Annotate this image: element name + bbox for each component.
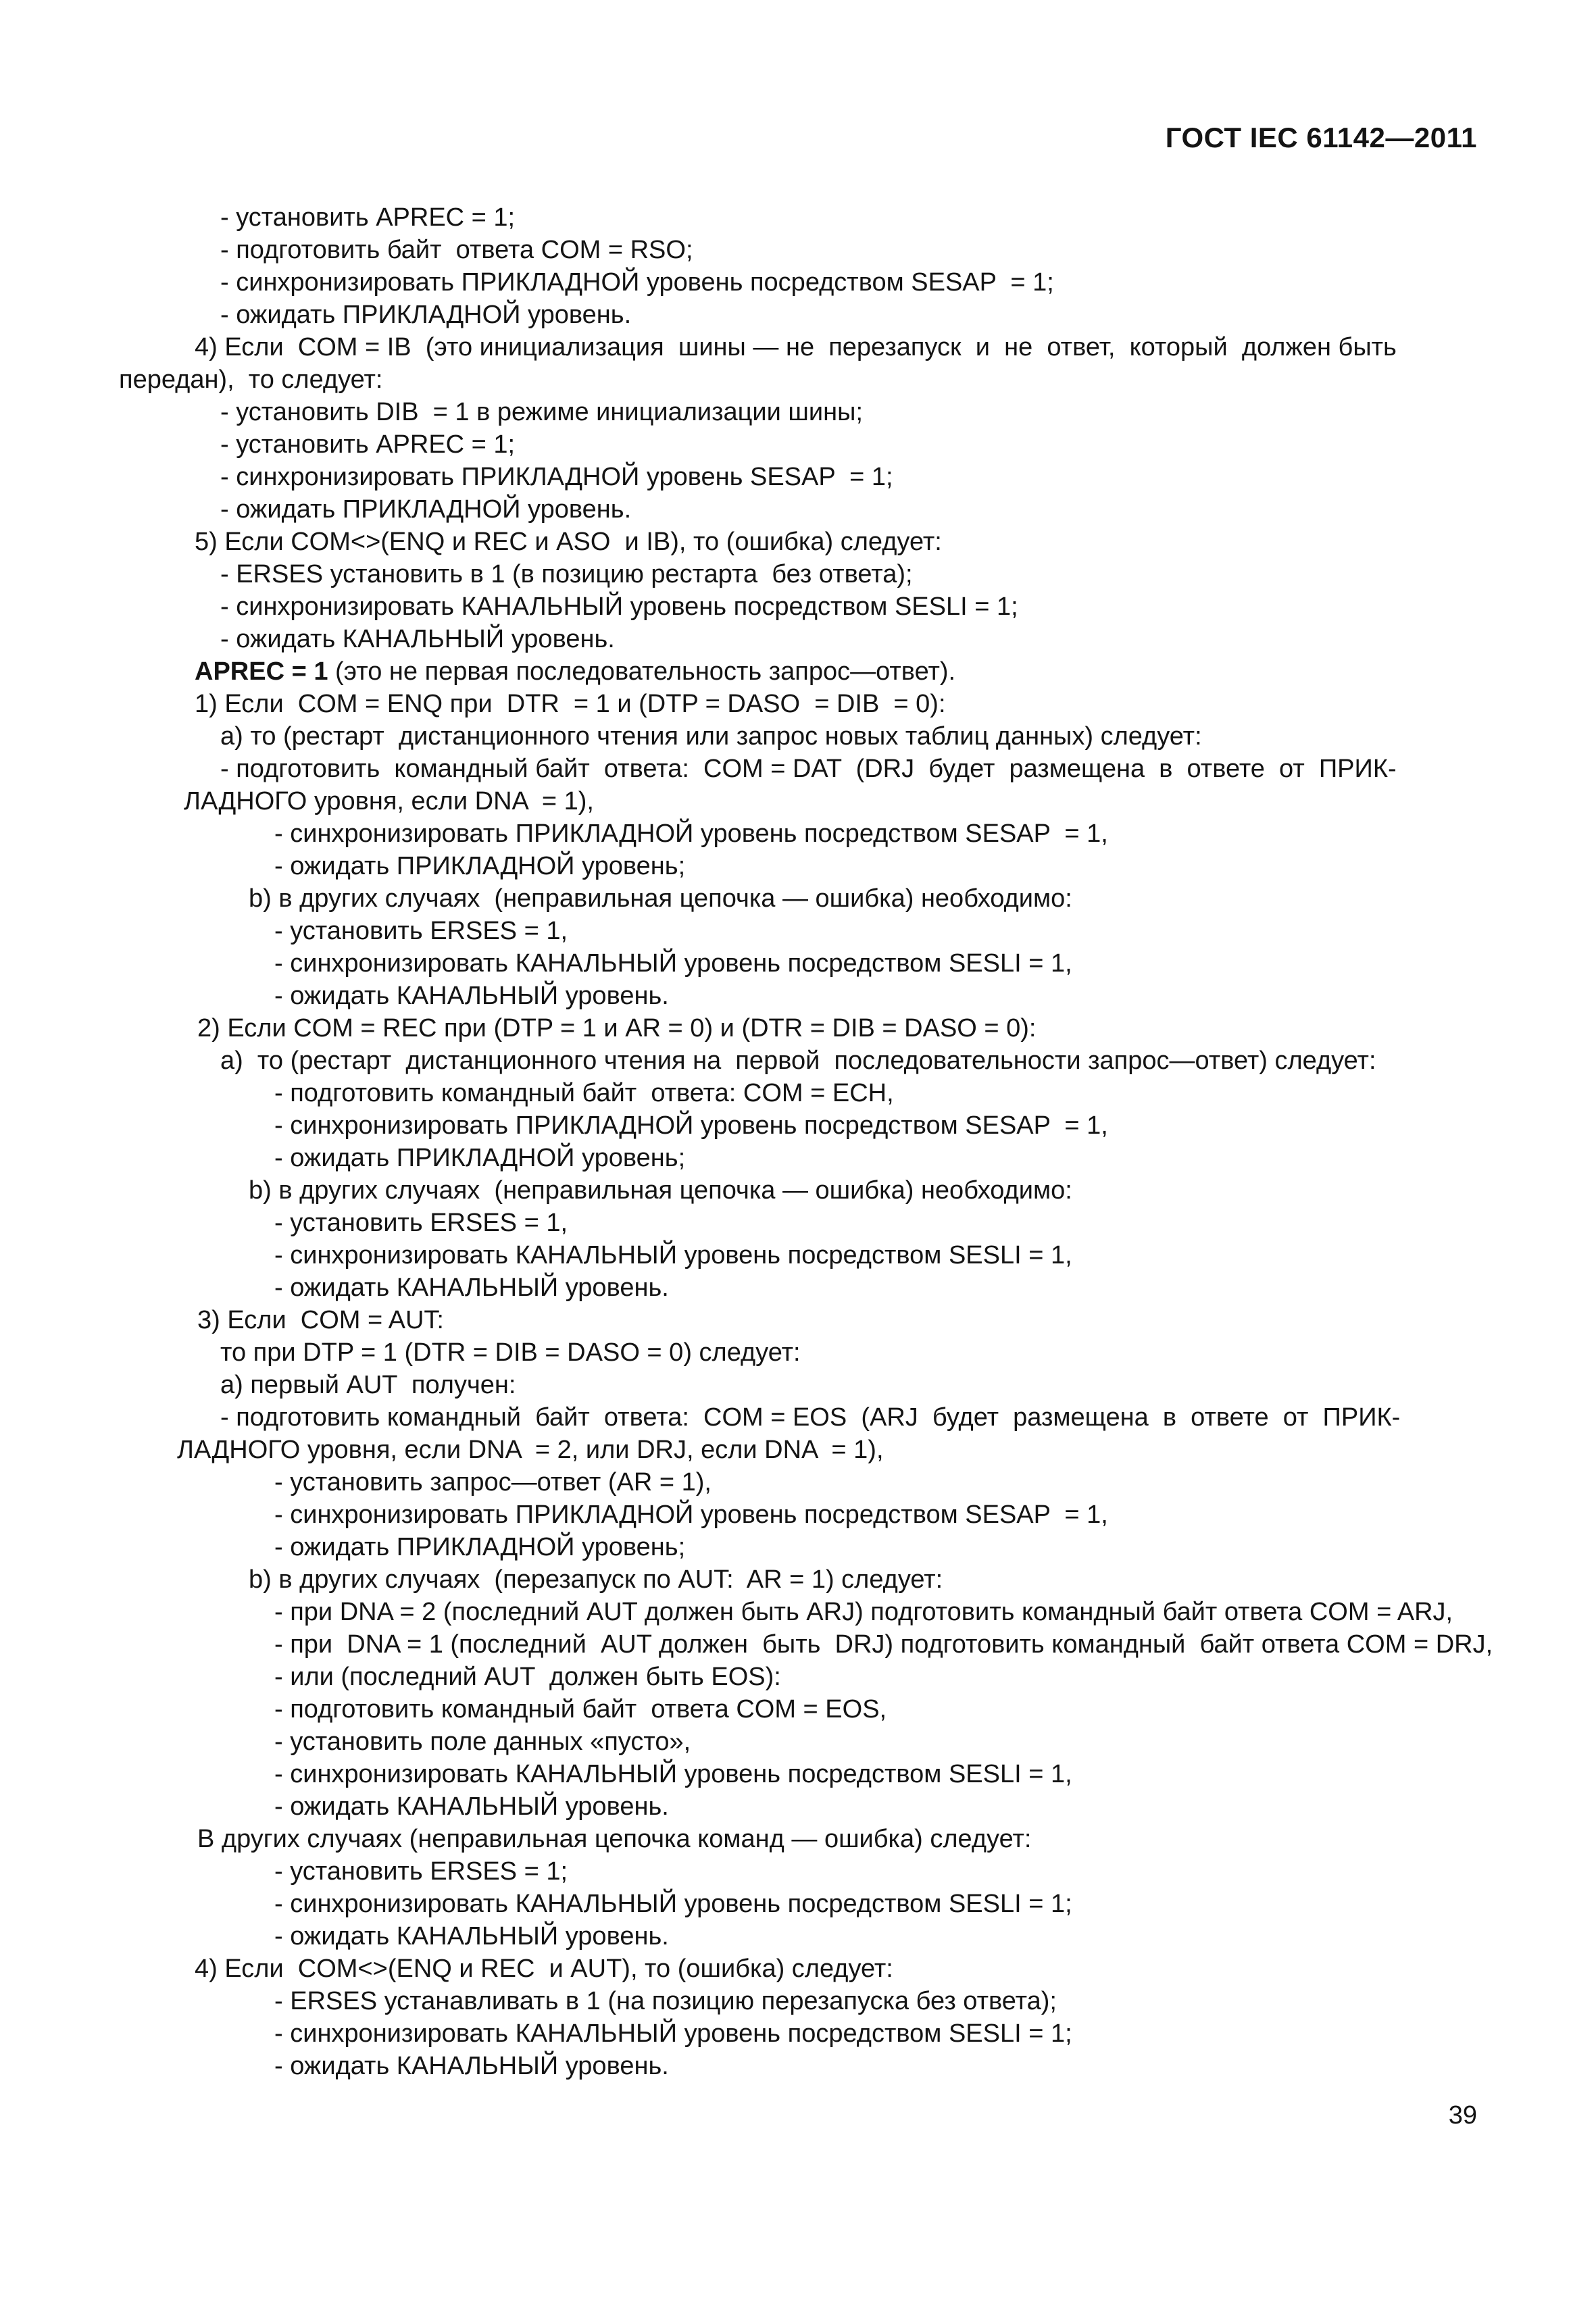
text-line: - при DNA = 2 (последний AUT должен быть ARJ) подготовить командный байт ответа COM = ARJ, xyxy=(274,1598,1453,1626)
text-line: - синхронизировать ПРИКЛАДНОЙ уровень посредством SESAP = 1; xyxy=(220,268,1054,297)
text-line: - установить поле данных «пусто», xyxy=(274,1728,691,1756)
text-line: - ожидать ПРИКЛАДНОЙ уровень; xyxy=(274,1144,686,1172)
text-line xyxy=(119,655,1477,688)
text-line: - синхронизировать ПРИКЛАДНОЙ уровень посредством SESAP = 1, xyxy=(274,1501,1108,1529)
text-line: - установить ERSES = 1; xyxy=(274,1857,568,1886)
text-line: - подготовить командный байт ответа: COM = DAT (DRJ будет размещена в ответе от ПРИК- xyxy=(220,755,1397,783)
text-line: - синхронизировать КАНАЛЬНЫЙ уровень посредством SESLI = 1; xyxy=(220,593,1018,621)
text-line: 3) Если COM = AUT: xyxy=(197,1306,444,1334)
text-line: - ожидать ПРИКЛАДНОЙ уровень. xyxy=(220,301,632,329)
text-line: - подготовить командный байт ответа: COM = ECH, xyxy=(274,1079,894,1107)
text-line: - установить APREC = 1; xyxy=(220,203,516,232)
text-line: - или (последний AUT должен быть EOS): xyxy=(274,1663,781,1691)
text-line: a) первый AUT получен: xyxy=(220,1371,516,1399)
text-line: - при DNA = 1 (последний AUT должен быть DRJ) подготовить командный байт ответа COM = DRJ, xyxy=(274,1630,1493,1659)
text-line: - ERSES устанавливать в 1 (на позицию перезапуска без ответа); xyxy=(274,1987,1057,2015)
text-span: (это не первая последовательность запрос—ответ). xyxy=(328,657,956,686)
text-line: b) в других случаях (неправильная цепочка — ошибка) необходимо: xyxy=(249,1176,1072,1205)
text-line: - ожидать КАНАЛЬНЫЙ уровень. xyxy=(274,982,669,1010)
text-line: - синхронизировать ПРИКЛАДНОЙ уровень посредством SESAP = 1, xyxy=(274,820,1108,848)
text-line: - установить APREC = 1; xyxy=(220,430,516,459)
text-line: ЛАДНОГО уровня, если DNA = 1), xyxy=(184,787,594,815)
text-line: - установить DIB = 1 в режиме инициализации шины; xyxy=(220,398,864,426)
text-line: - установить ERSES = 1, xyxy=(274,1209,568,1237)
page-number: 39 xyxy=(1448,2101,1477,2130)
text-line: - ERSES установить в 1 (в позицию рестарта без ответа); xyxy=(220,560,913,588)
text-line: b) в других случаях (неправильная цепочка — ошибка) необходимо: xyxy=(249,884,1072,913)
document-body xyxy=(119,201,1493,2082)
text-line: a) то (рестарт дистанционного чтения или запрос новых таблиц данных) следует: xyxy=(220,722,1202,751)
text-line: 4) Если COM<>(ENQ и REC и AUT), то (ошибка) следует: xyxy=(195,1955,893,1983)
text-line: - ожидать КАНАЛЬНЫЙ уровень. xyxy=(274,1922,669,1951)
text-line: - синхронизировать КАНАЛЬНЫЙ уровень посредством SESLI = 1; xyxy=(274,2019,1072,2048)
text-line: 5) Если COM<>(ENQ и REC и ASO и IB), то (ошибка) следует: xyxy=(195,528,942,556)
text-line: - подготовить байт ответа COM = RSO; xyxy=(220,236,693,264)
text-line: - ожидать КАНАЛЬНЫЙ уровень. xyxy=(274,1274,669,1302)
text-line: передан), то следует: xyxy=(119,366,383,394)
text-line: b) в других случаях (перезапуск по AUT: AR = 1) следует: xyxy=(249,1565,943,1594)
text-line: - установить ERSES = 1, xyxy=(274,917,568,945)
text-line: В других случаях (неправильная цепочка команд — ошибка) следует: xyxy=(197,1825,1032,1853)
text-line: 4) Если COM = IB (это инициализация шины — не перезапуск и не ответ, который должен быть xyxy=(195,333,1397,361)
text-line: - подготовить командный байт ответа: COM = EOS (ARJ будет размещена в ответе от ПРИК- xyxy=(220,1403,1401,1432)
text-line: - установить запрос—ответ (AR = 1), xyxy=(274,1468,712,1496)
text-line: - синхронизировать КАНАЛЬНЫЙ уровень посредством SESLI = 1, xyxy=(274,1241,1072,1269)
text-line: - подготовить командный байт ответа COM = EOS, xyxy=(274,1695,887,1724)
text-line: - ожидать ПРИКЛАДНОЙ уровень; xyxy=(274,1533,686,1561)
text-line: то при DTP = 1 (DTR = DIB = DASO = 0) следует: xyxy=(220,1338,801,1367)
text-line: - синхронизировать ПРИКЛАДНОЙ уровень SESAP = 1; xyxy=(220,463,893,491)
bold-term: APREC = 1 xyxy=(195,657,328,686)
text-line: ЛАДНОГО уровня, если DNA = 2, или DRJ, если DNA = 1), xyxy=(177,1436,884,1464)
text-line: - ожидать КАНАЛЬНЫЙ уровень. xyxy=(274,2052,669,2080)
text-line: - ожидать КАНАЛЬНЫЙ уровень. xyxy=(220,625,615,653)
text-line: - ожидать ПРИКЛАДНОЙ уровень. xyxy=(220,495,632,524)
text-line: 1) Если COM = ENQ при DTR = 1 и (DTP = DASO = DIB = 0): xyxy=(195,690,946,718)
document-header: ГОСТ IEC 61142—2011 xyxy=(1165,122,1477,153)
text-line: a) то (рестарт дистанционного чтения на первой последовательности запрос—ответ) следует: xyxy=(220,1047,1376,1075)
text-line: - ожидать КАНАЛЬНЫЙ уровень. xyxy=(274,1792,669,1821)
text-line: - синхронизировать КАНАЛЬНЫЙ уровень посредством SESLI = 1, xyxy=(274,949,1072,978)
text-line: - ожидать ПРИКЛАДНОЙ уровень; xyxy=(274,852,686,880)
text-line: 2) Если COM = REC при (DTP = 1 и AR = 0) и (DTR = DIB = DASO = 0): xyxy=(197,1014,1037,1042)
text-line: - синхронизировать ПРИКЛАДНОЙ уровень посредством SESAP = 1, xyxy=(274,1111,1108,1140)
text-line: - синхронизировать КАНАЛЬНЫЙ уровень посредством SESLI = 1, xyxy=(274,1760,1072,1788)
text-line: - синхронизировать КАНАЛЬНЫЙ уровень посредством SESLI = 1; xyxy=(274,1890,1072,1918)
